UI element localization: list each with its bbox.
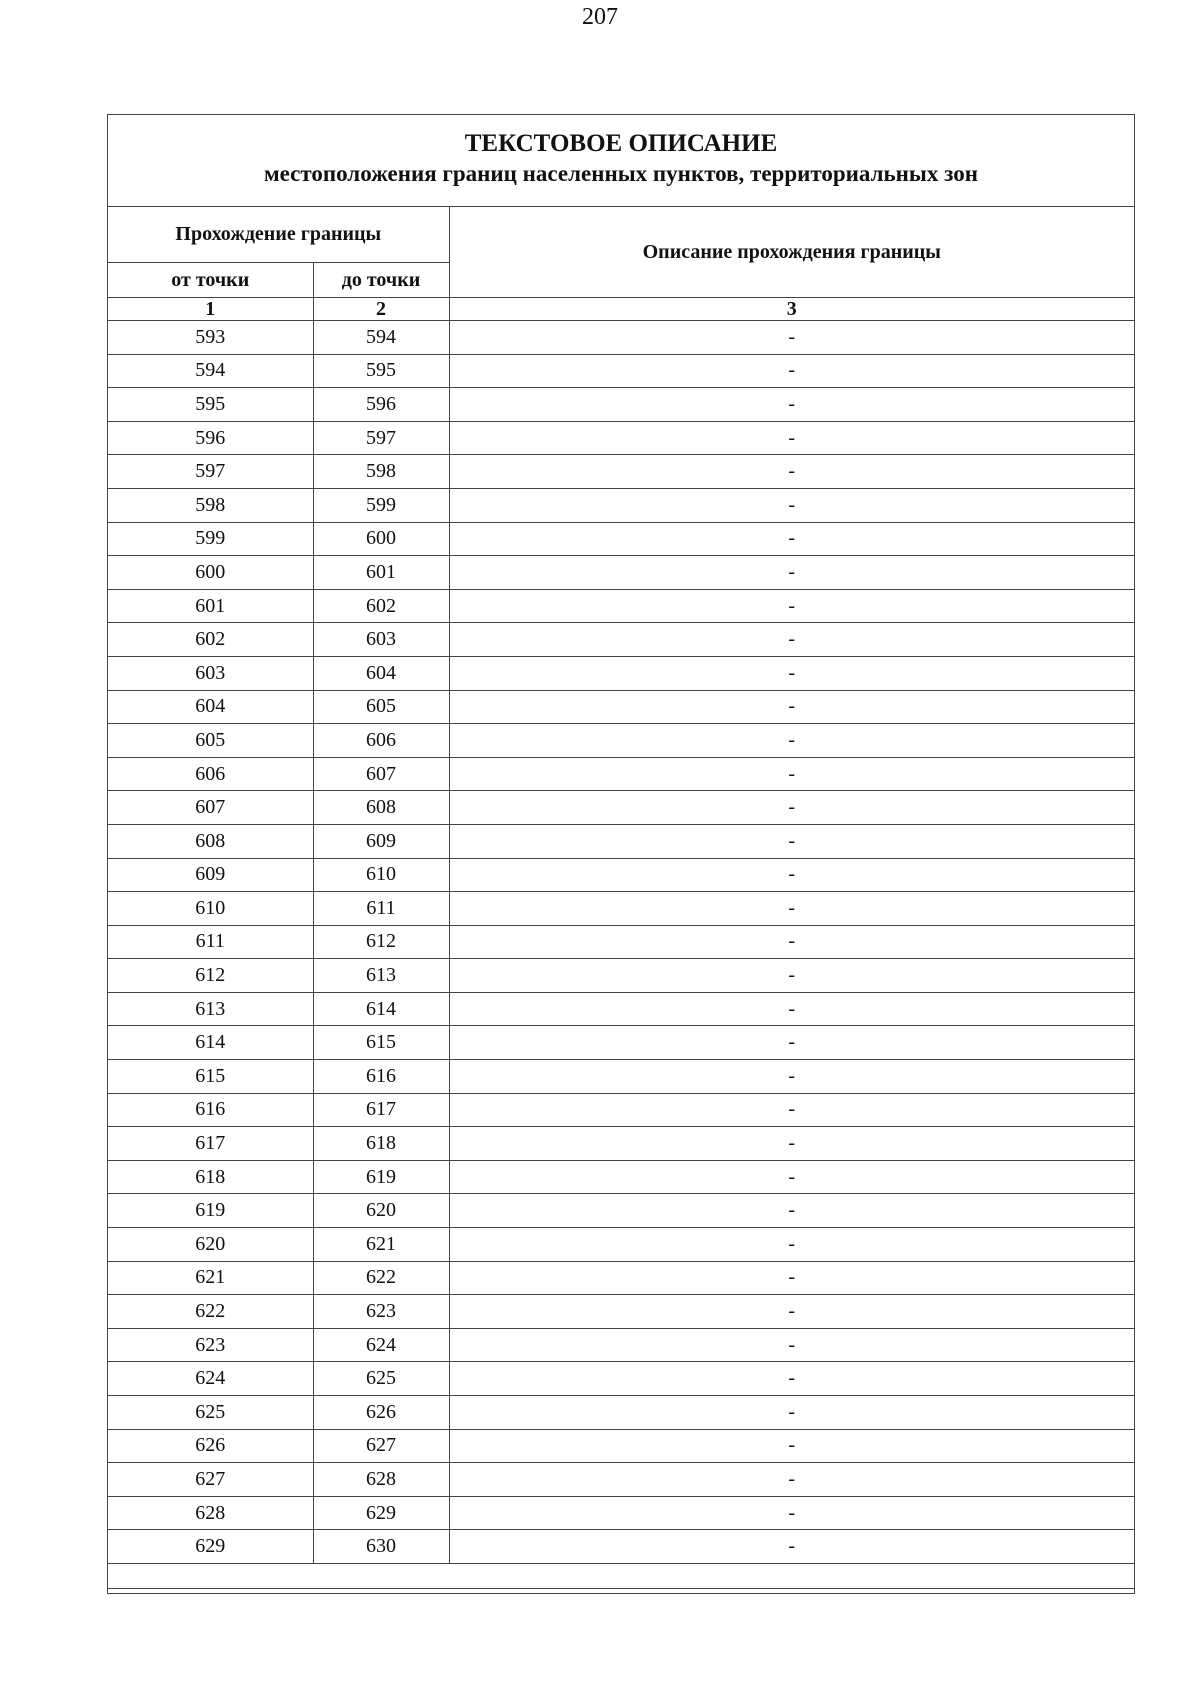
cell-from-point: 605: [108, 724, 313, 758]
table-row: [108, 488, 1134, 522]
cell-to-point: 621: [313, 1228, 449, 1262]
table-row: [108, 589, 1134, 623]
cell-to-point: 596: [313, 388, 449, 422]
cell-description: -: [449, 455, 1134, 489]
title-line-2: местоположения границ населенных пунктов, территориальных зон: [264, 161, 978, 186]
table-row: [108, 421, 1134, 455]
cell-description: -: [449, 354, 1134, 388]
cell-description: -: [449, 1362, 1134, 1396]
table-row: [108, 1429, 1134, 1463]
cell-from-point: 614: [108, 1026, 313, 1060]
document-frame: [107, 114, 1135, 1594]
cell-to-point: 616: [313, 1060, 449, 1094]
page-number: 207: [582, 4, 618, 30]
cell-to-point: 614: [313, 992, 449, 1026]
cell-from-point: 610: [108, 892, 313, 926]
cell-from-point: 597: [108, 455, 313, 489]
cell-description: -: [449, 1060, 1134, 1094]
cell-to-point: 594: [313, 321, 449, 355]
table-row: [108, 1261, 1134, 1295]
table-row: [108, 1496, 1134, 1530]
cell-description: -: [449, 1093, 1134, 1127]
cell-from-point: 621: [108, 1261, 313, 1295]
cell-from-point: 596: [108, 421, 313, 455]
cell-description: -: [449, 959, 1134, 993]
cell-from-point: 609: [108, 858, 313, 892]
cell-from-point: 625: [108, 1396, 313, 1430]
cell-description: -: [449, 1295, 1134, 1329]
cell-from-point: 612: [108, 959, 313, 993]
cell-from-point: 615: [108, 1060, 313, 1094]
cell-to-point: 626: [313, 1396, 449, 1430]
table-row: [108, 1463, 1134, 1497]
bottom-rule: [108, 1588, 1134, 1589]
cell-description: -: [449, 388, 1134, 422]
cell-to-point: 604: [313, 656, 449, 690]
cell-from-point: 622: [108, 1295, 313, 1329]
cell-from-point: 604: [108, 690, 313, 724]
table-row: [108, 656, 1134, 690]
cell-description: -: [449, 1160, 1134, 1194]
cell-from-point: 603: [108, 656, 313, 690]
table-row: [108, 1060, 1134, 1094]
table-row: [108, 1362, 1134, 1396]
column-number-3: 3: [449, 298, 1134, 321]
cell-to-point: 613: [313, 959, 449, 993]
cell-to-point: 600: [313, 522, 449, 556]
cell-to-point: 605: [313, 690, 449, 724]
table-row: [108, 388, 1134, 422]
cell-description: -: [449, 824, 1134, 858]
table-row: [108, 455, 1134, 489]
cell-description: -: [449, 1463, 1134, 1497]
cell-to-point: 623: [313, 1295, 449, 1329]
cell-from-point: 623: [108, 1328, 313, 1362]
cell-description: -: [449, 1026, 1134, 1060]
cell-to-point: 609: [313, 824, 449, 858]
cell-description: -: [449, 1396, 1134, 1430]
cell-from-point: 608: [108, 824, 313, 858]
cell-to-point: 611: [313, 892, 449, 926]
table-row: [108, 690, 1134, 724]
cell-from-point: 617: [108, 1127, 313, 1161]
cell-description: -: [449, 892, 1134, 926]
cell-description: -: [449, 623, 1134, 657]
cell-to-point: 617: [313, 1093, 449, 1127]
cell-description: -: [449, 1496, 1134, 1530]
cell-description: -: [449, 421, 1134, 455]
table-row: [108, 757, 1134, 791]
cell-from-point: 620: [108, 1228, 313, 1262]
cell-from-point: 593: [108, 321, 313, 355]
cell-description: -: [449, 858, 1134, 892]
cell-description: -: [449, 1261, 1134, 1295]
table-row: [108, 1228, 1134, 1262]
cell-from-point: 599: [108, 522, 313, 556]
cell-description: -: [449, 321, 1134, 355]
cell-description: -: [449, 1127, 1134, 1161]
title-line-1: ТЕКСТОВОЕ ОПИСАНИЕ: [464, 130, 778, 157]
cell-from-point: 613: [108, 992, 313, 1026]
table-row: [108, 1194, 1134, 1228]
table-row: [108, 321, 1134, 355]
cell-description: -: [449, 1228, 1134, 1262]
cell-to-point: 603: [313, 623, 449, 657]
cell-to-point: 601: [313, 556, 449, 590]
cell-to-point: 628: [313, 1463, 449, 1497]
cell-from-point: 601: [108, 589, 313, 623]
table-row: [108, 791, 1134, 825]
cell-description: -: [449, 556, 1134, 590]
cell-to-point: 627: [313, 1429, 449, 1463]
header-to-point: до точки: [313, 263, 449, 298]
table-row: [108, 824, 1134, 858]
column-number-2: 2: [313, 298, 449, 321]
cell-description: -: [449, 1194, 1134, 1228]
cell-to-point: 608: [313, 791, 449, 825]
cell-to-point: 620: [313, 1194, 449, 1228]
cell-from-point: 611: [108, 925, 313, 959]
cell-to-point: 602: [313, 589, 449, 623]
cell-from-point: 628: [108, 1496, 313, 1530]
cell-from-point: 619: [108, 1194, 313, 1228]
cell-from-point: 624: [108, 1362, 313, 1396]
cell-to-point: 619: [313, 1160, 449, 1194]
table-row: [108, 724, 1134, 758]
cell-to-point: 598: [313, 455, 449, 489]
cell-to-point: 595: [313, 354, 449, 388]
table-row: [108, 522, 1134, 556]
cell-from-point: 616: [108, 1093, 313, 1127]
table-row: [108, 354, 1134, 388]
table-row: [108, 623, 1134, 657]
table-row: [108, 1160, 1134, 1194]
cell-description: -: [449, 925, 1134, 959]
cell-to-point: 597: [313, 421, 449, 455]
table-row: [108, 1026, 1134, 1060]
table-row: [108, 892, 1134, 926]
cell-to-point: 624: [313, 1328, 449, 1362]
cell-to-point: 625: [313, 1362, 449, 1396]
table-row: [108, 925, 1134, 959]
table-row: [108, 959, 1134, 993]
cell-from-point: 627: [108, 1463, 313, 1497]
cell-to-point: 610: [313, 858, 449, 892]
document-title: [108, 115, 1134, 207]
cell-from-point: 618: [108, 1160, 313, 1194]
table-body: [108, 321, 1134, 1564]
cell-to-point: 612: [313, 925, 449, 959]
table-row: [108, 1093, 1134, 1127]
table-row: [108, 1295, 1134, 1329]
cell-description: -: [449, 992, 1134, 1026]
cell-to-point: 630: [313, 1530, 449, 1564]
cell-from-point: 626: [108, 1429, 313, 1463]
table-row: [108, 1530, 1134, 1564]
cell-to-point: 629: [313, 1496, 449, 1530]
cell-description: -: [449, 724, 1134, 758]
table-row: [108, 1396, 1134, 1430]
cell-to-point: 615: [313, 1026, 449, 1060]
header-boundary-passage: Прохождение границы: [108, 207, 449, 263]
cell-from-point: 594: [108, 354, 313, 388]
cell-from-point: 598: [108, 488, 313, 522]
cell-description: -: [449, 1530, 1134, 1564]
table-row: [108, 556, 1134, 590]
header-from-point: от точки: [108, 263, 313, 298]
cell-to-point: 622: [313, 1261, 449, 1295]
cell-from-point: 629: [108, 1530, 313, 1564]
cell-description: -: [449, 1328, 1134, 1362]
cell-description: -: [449, 690, 1134, 724]
table-row: [108, 1328, 1134, 1362]
cell-to-point: 618: [313, 1127, 449, 1161]
table-row: [108, 992, 1134, 1026]
column-number-1: 1: [108, 298, 313, 321]
cell-to-point: 599: [313, 488, 449, 522]
cell-description: -: [449, 656, 1134, 690]
header-description: Описание прохождения границы: [449, 207, 1134, 298]
cell-description: -: [449, 589, 1134, 623]
cell-from-point: 600: [108, 556, 313, 590]
cell-description: -: [449, 791, 1134, 825]
boundary-table: [108, 207, 1134, 1564]
cell-description: -: [449, 1429, 1134, 1463]
cell-description: -: [449, 488, 1134, 522]
cell-from-point: 607: [108, 791, 313, 825]
table-row: [108, 858, 1134, 892]
cell-description: -: [449, 757, 1134, 791]
cell-description: -: [449, 522, 1134, 556]
table-row: [108, 1127, 1134, 1161]
cell-to-point: 606: [313, 724, 449, 758]
cell-from-point: 602: [108, 623, 313, 657]
cell-to-point: 607: [313, 757, 449, 791]
cell-from-point: 606: [108, 757, 313, 791]
cell-from-point: 595: [108, 388, 313, 422]
